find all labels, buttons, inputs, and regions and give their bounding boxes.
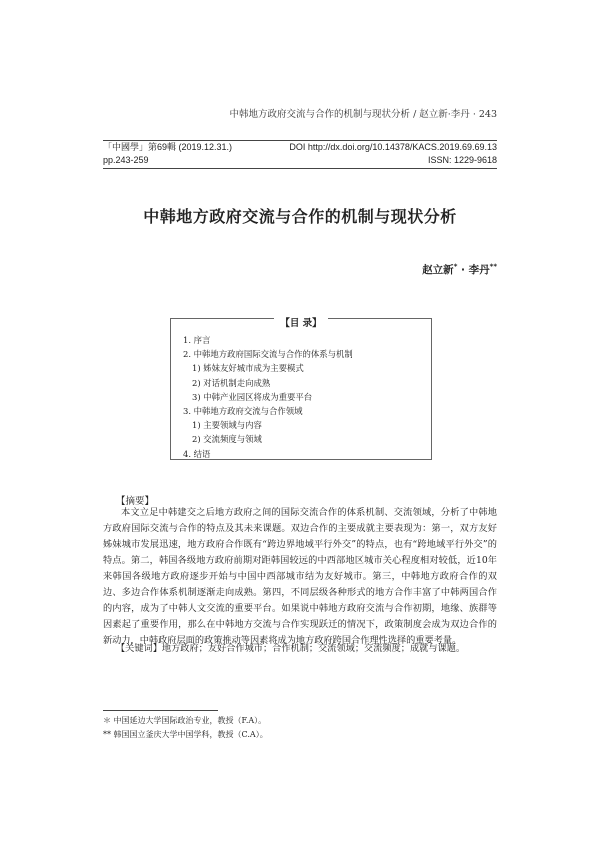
toc-item: 2) 交流频度与领域 bbox=[192, 434, 262, 445]
author-footnote-mark: * bbox=[453, 262, 458, 271]
issn: ISSN: 1229-9618 bbox=[427, 155, 497, 165]
author-footnote-mark: ** bbox=[489, 262, 497, 271]
toc-item: 2) 对话机制走向成熟 bbox=[192, 377, 271, 388]
toc-item: 2. 中韩地方政府国际交流与合作的体系与机制 bbox=[183, 349, 353, 360]
keywords: 【关键词】地方政府；友好合作城市；合作机制；交流领域；交流频度；成就与课题。 bbox=[116, 643, 466, 654]
article-metadata bbox=[103, 140, 497, 167]
footnote-divider bbox=[103, 710, 218, 711]
toc-item: 1) 主要领域与内容 bbox=[192, 420, 262, 431]
toc-item: 1) 姊妹友好城市成为主要模式 bbox=[192, 363, 304, 374]
table-of-contents bbox=[170, 318, 432, 460]
toc-heading: 【目 录】 bbox=[274, 318, 327, 329]
footnote: ＊ 中国延边大学国际政治专业，教授（F.A）。 bbox=[103, 716, 267, 725]
metadata-divider bbox=[103, 168, 497, 169]
toc-item: 4. 结语 bbox=[183, 448, 211, 459]
abstract-label: 【摘要】 bbox=[116, 496, 155, 507]
doi[interactable]: DOI http://dx.doi.org/10.14378/KACS.2019.69.69.13 bbox=[289, 142, 497, 152]
page-range: pp.243-259 bbox=[103, 155, 149, 165]
toc-item: 3. 中韩地方政府交流与合作领域 bbox=[183, 406, 303, 417]
paper-title: 中韩地方政府交流与合作的机制与现状分析 bbox=[143, 207, 457, 226]
journal-info: 「中國學」第69輯 (2019.12.31.) bbox=[103, 142, 233, 152]
running-head: 中韩地方政府交流与合作的机制与现状分析 / 赵立新·李丹 · 243 bbox=[229, 109, 497, 120]
abstract-text: 本文立足中韩建交之后地方政府之间的国际交流合作的体系机制、交流领域，分析了中韩地方政府国际交流与合作的特点及其未来课题。双边合作的主要成就主要表现为：第一，双方友好姊妹城市发展迅速，地方政府合作既有“跨边界地域平行外交”的特点，也有“跨地域平行外交”的特点。第二，韩国各级地方政府前期对距韩国较远的中西部地区城市关心程度相对较低，近10年来韩国各级地方政府逐步开始与中国中西部城市结为友好城市。第三，中韩地方政府合作的双边、多边合作体系机制逐渐走向成熟。第四，不同层级各种形式的地方合作丰富了中韩两国合作的内容，成为了中韩人文交流的重要平台。如果说中韩地方政府交流与合作初期，地缘、族群等因素起了重要作用，那么在中韩地方交流与合作实现跃迁的情况下，政策制度会成为双边合作的新动力，中韩政府层面的政策推动等因素将成为地方政府跨国合作理性选择的重要考量。 bbox=[103, 507, 497, 646]
author-name: 李丹 bbox=[468, 264, 490, 276]
author-separator: · bbox=[461, 264, 466, 276]
toc-item: 3) 中韩产业园区将成为重要平台 bbox=[192, 391, 313, 402]
footnote: ** 韩国国立釜庆大学中国学科，教授（C.A）。 bbox=[103, 730, 268, 739]
toc-item: 1. 序言 bbox=[183, 335, 211, 345]
author-line bbox=[422, 262, 497, 277]
author-name: 赵立新 bbox=[422, 264, 454, 276]
footnotes bbox=[103, 714, 268, 742]
toc-list bbox=[183, 333, 353, 461]
